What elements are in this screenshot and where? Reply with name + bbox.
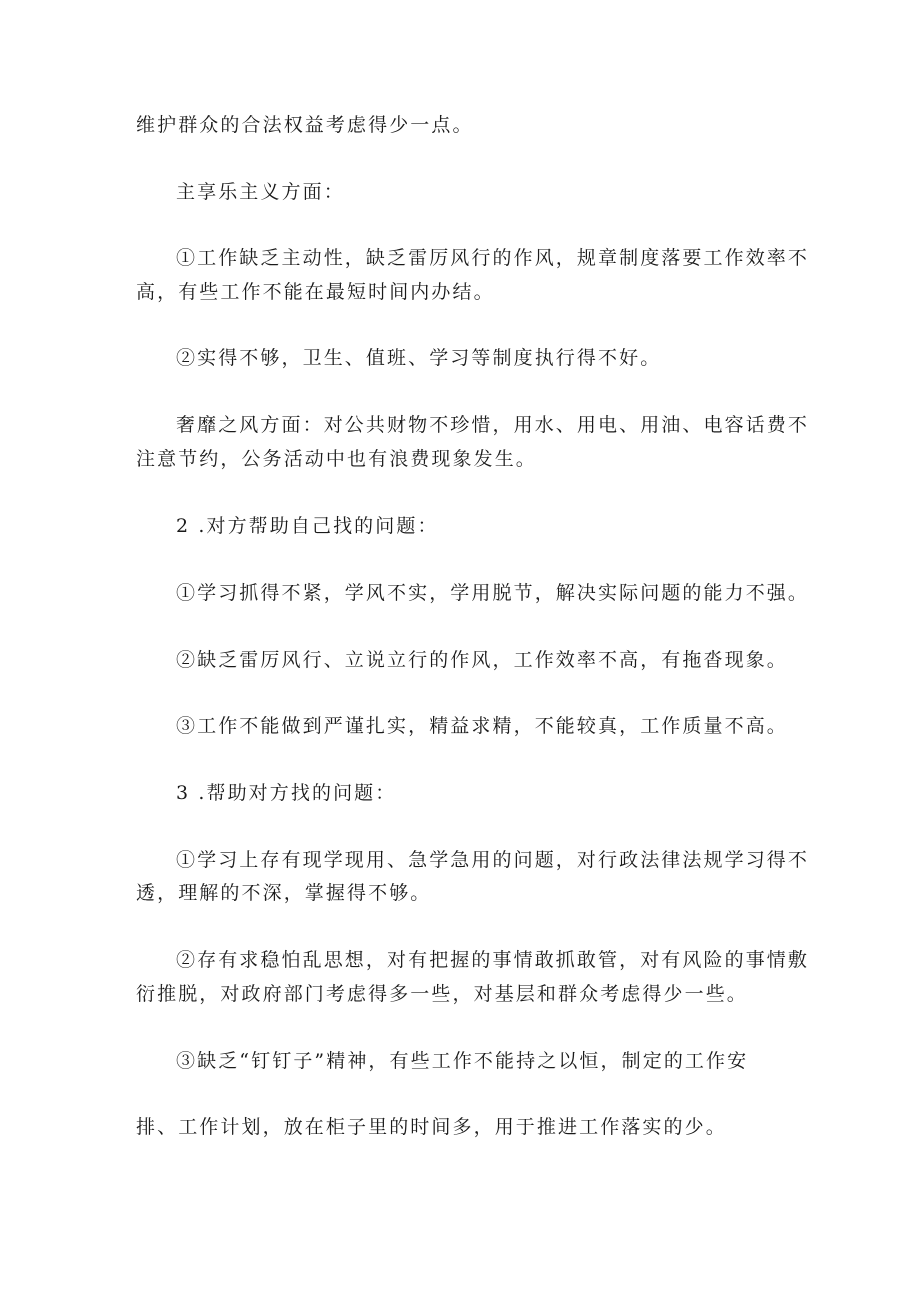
text-line: 透，理解的不深，掌握得不够。 xyxy=(136,882,432,904)
text-line: ②缺乏雷厉风行、立说立行的作风，工作效率不高，有拖沓现象。 xyxy=(176,649,788,671)
section-heading: 3 .帮助对方找的问题： xyxy=(176,782,397,804)
text-line: ②存有求稳怕乱思想，对有把握的事情敢抓敢管，对有风险的事情敷 xyxy=(176,949,810,971)
section-heading: 2 .对方帮助自己找的问题： xyxy=(176,515,439,537)
text-line: 维护群众的合法权益考虑得少一点。 xyxy=(136,114,474,136)
text-line: 奢靡之风方面：对公共财物不珍惜，用水、用电、用油、电容话费不 xyxy=(176,414,810,436)
text-line: ①工作缺乏主动性，缺乏雷厉风行的作风，规章制度落要工作效率不 xyxy=(176,247,810,269)
text-line: 高，有些工作不能在最短时间内办结。 xyxy=(136,281,495,303)
text-line: ①学习上存有现学现用、急学急用的问题，对行政法律法规学习得不 xyxy=(176,849,810,871)
text-line: ①学习抓得不紧，学风不实，学用脱节，解决实际问题的能力不强。 xyxy=(176,582,810,604)
section-heading: 主享乐主义方面： xyxy=(176,181,345,203)
text-line: 衍推脱，对政府部门考虑得多一些，对基层和群众考虑得少一些。 xyxy=(136,983,748,1005)
text-line: ②实得不够，卫生、值班、学习等制度执行得不好。 xyxy=(176,347,662,369)
text-line: 注意节约，公务活动中也有浪费现象发生。 xyxy=(136,448,537,470)
text-line: 排、工作计划，放在柜子里的时间多，用于推进工作落实的少。 xyxy=(136,1116,727,1138)
text-line: ③缺乏“钉钉子”精神，有些工作不能持之以恒，制定的工作安 xyxy=(176,1050,749,1072)
text-line: ③工作不能做到严谨扎实，精益求精，不能较真，工作质量不高。 xyxy=(176,715,788,737)
